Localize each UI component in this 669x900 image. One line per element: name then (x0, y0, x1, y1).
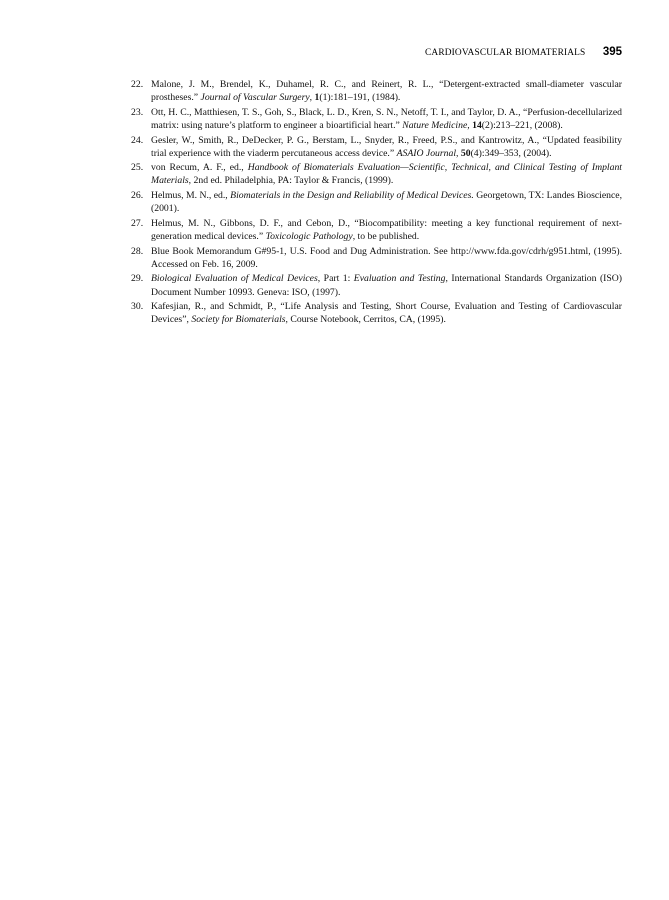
reference-text: Georgetown, TX: Landes Bioscience, (2001). (151, 190, 622, 215)
reference-number: 29. (131, 273, 144, 285)
reference-item (131, 245, 622, 271)
reference-italic-text: Society for Biomaterials (191, 314, 286, 326)
running-header (425, 47, 622, 63)
reference-number: 25. (131, 162, 144, 174)
reference-italic-text: Journal of Vascular Surgery (200, 92, 310, 104)
reference-item (131, 189, 622, 215)
reference-number: 28. (131, 245, 144, 257)
reference-item (131, 134, 622, 160)
reference-text: Gesler, W., Smith, R., DeDecker, P. G., Berstam, L., Snyder, R., Freed, P.S., and Kantrowitz, A., “Updated feasibility trial experience with the viaderm percutaneous access device.” (151, 134, 622, 159)
reference-volume: 50 (460, 147, 471, 159)
running-header-title: CARDIOVASCULAR BIOMATERIALS (425, 48, 586, 58)
reference-number: 26. (131, 190, 144, 202)
reference-item (131, 78, 622, 104)
reference-text: Kafesjian, R., and Schmidt, P., “Life Analysis and Testing, Short Course, Evaluation and Testing of Cardiovascular Devices”, (151, 301, 622, 326)
reference-text: , International Standards Organization (ISO) Document Number 10993. Geneva: ISO, (1997). (151, 273, 623, 298)
reference-italic-text: ASAIO Journal (396, 147, 457, 159)
reference-text: (4):349–353, (2004). (470, 147, 552, 159)
reference-italic-text: Biomaterials in the Design and Reliability of Medical Devices. (230, 190, 474, 202)
reference-number: 22. (131, 79, 144, 90)
reference-text: , (456, 147, 461, 159)
reference-item (131, 272, 622, 298)
reference-italic-text: Evaluation and Testing (353, 273, 446, 285)
reference-text: , 2nd ed. Philadelphia, PA: Taylor & Francis, (1999). (188, 175, 394, 187)
reference-number: 24. (131, 134, 144, 146)
page-number: 395 (602, 46, 622, 58)
reference-text: von Recum, A. F., ed., (151, 162, 248, 174)
reference-number: 30. (131, 301, 144, 313)
reference-text: Helmus, M. N., ed., (151, 190, 231, 202)
reference-item (131, 217, 622, 243)
reference-text: Helmus, M. N., Gibbons, D. F., and Cebon, D., “Biocompatibility: meeting a key functional requirement of next-generation medical devices.” (151, 217, 622, 242)
reference-volume: 14 (472, 119, 482, 131)
reference-text: Malone, J. M., Brendel, K., Duhamel, R. C., and Reinert, R. L., “Detergent-extracted small-diameter vascular prostheses.” (151, 79, 622, 104)
reference-text: , Course Notebook, Cerritos, CA, (1995). (285, 314, 446, 326)
reference-italic-text: Nature Medicine, (402, 119, 470, 131)
reference-text: (1):181–191, (1984). (319, 92, 401, 104)
reference-text: (2):213–221, (2008). (481, 119, 563, 131)
reference-text: , to be published. (352, 231, 420, 242)
reference-text: Ott, H. C., Matthiesen, T. S., Goh, S., Black, L. D., Kren, S. N., Netoff, T. I., and Taylor, D. A., “Perfusion-decellularized matrix: using nature’s platform to engineer a bioartificial heart.” (151, 106, 622, 131)
reference-list (131, 78, 622, 328)
reference-italic-text: Handbook of Biomaterials Evaluation—Scientific, Technical, and Clinical Testing of Implant Materials (151, 162, 622, 187)
reference-number: 27. (131, 217, 144, 229)
reference-item (131, 106, 622, 132)
reference-volume: 1 (314, 92, 320, 104)
reference-text: , (309, 92, 315, 104)
reference-italic-text: Toxicologic Pathology (265, 231, 353, 242)
reference-text: , Part 1: (317, 273, 354, 285)
reference-italic-text: Biological Evaluation of Medical Devices (151, 273, 318, 285)
reference-item (131, 161, 622, 187)
reference-item (131, 300, 622, 326)
reference-number: 23. (131, 106, 144, 118)
reference-text: Blue Book Memorandum G#95-1, U.S. Food and Dug Administration. See http://www.fda.gov/cdrh/g951.html, (1995). Accessed on Feb. 16, 2009. (151, 245, 622, 270)
